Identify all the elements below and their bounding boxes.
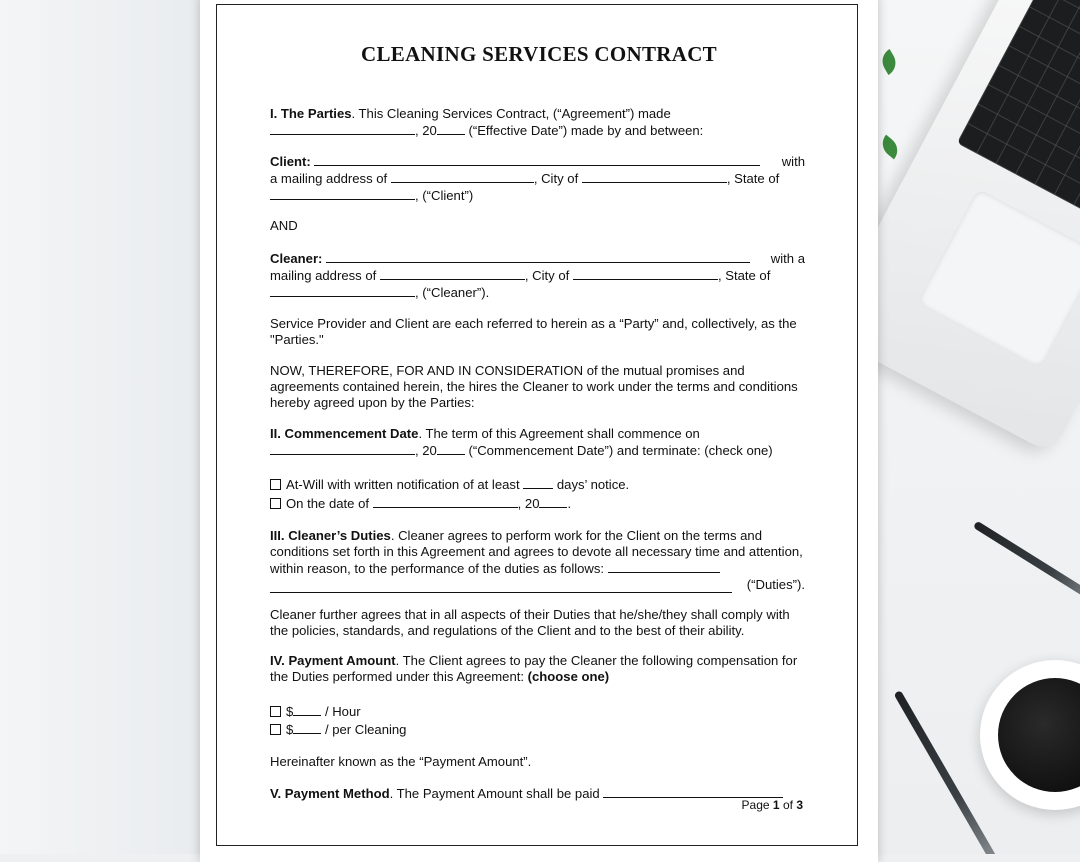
coffee-cup-image [980, 660, 1080, 810]
cleaner-name-blank [326, 250, 750, 263]
commencement-date-blank [270, 442, 415, 455]
section-heading: II. Commencement Date [270, 426, 419, 441]
per-cleaning-checkbox[interactable] [270, 724, 281, 735]
payment-amount-definition: Hereinafter known as the “Payment Amount”. [270, 754, 532, 769]
section-heading: III. Cleaner’s Duties [270, 528, 391, 543]
year-blank [437, 122, 465, 135]
leaf-icon [877, 49, 900, 75]
cleaner-city-blank [573, 267, 718, 280]
duties-line-end: (“Duties”). [270, 577, 805, 593]
cleaner-address-blank [380, 267, 525, 280]
end-date-checkbox[interactable] [270, 498, 281, 509]
client-state-blank [270, 187, 415, 200]
duties-paragraph: III. Cleaner’s Duties. Cleaner agrees to perform work for the Client on the terms and conditions set forth in this Agreement and agrees to devote all necessary time and attention, within reason, to the performance of the duties as follows: [270, 528, 803, 576]
page-number: Page 1 of 3 [741, 798, 803, 812]
document-page [200, 0, 878, 862]
client-address-blank [391, 170, 534, 183]
per-hour-checkbox[interactable] [270, 706, 281, 717]
option-end-date: On the date of , 20 . [270, 495, 805, 512]
duties-blank-1 [608, 560, 720, 573]
leaf-icon [877, 135, 903, 160]
date-blank [270, 122, 415, 135]
option-per-hour: $ / Hour [270, 703, 805, 720]
cleaner-line-2: mailing address of , City of , State of [270, 268, 771, 283]
payment-method-line: V. Payment Method. The Payment Amount shall be paid [270, 785, 805, 802]
laptop-image [875, 0, 1080, 454]
client-line-3: , (“Client”) [270, 187, 805, 204]
duties-blank-2 [270, 580, 732, 593]
commencement-line-1: II. Commencement Date. The term of this Agreement shall commence on [270, 426, 700, 441]
end-year-blank [539, 495, 567, 508]
cleaning-rate-blank [293, 721, 321, 734]
pen-icon [973, 521, 1080, 607]
end-date-blank [373, 495, 518, 508]
hourly-rate-blank [293, 703, 321, 716]
section-heading: I. The Parties [270, 106, 352, 121]
and-text: AND [270, 218, 298, 233]
comply-paragraph: Cleaner further agrees that in all aspects of their Duties that he/she/they shall comply with the policies, standards, and regulations of the Client and to the best of their ability. [270, 607, 790, 638]
payment-amount-paragraph: IV. Payment Amount. The Client agrees to pay the Cleaner the following compensation for the Duties performed under this Agreement: (choose one) [270, 653, 798, 684]
document-body [270, 106, 805, 802]
document-title: CLEANING SERVICES CONTRACT [361, 42, 717, 66]
notice-days-blank [523, 476, 553, 489]
at-will-checkbox[interactable] [270, 479, 281, 490]
consideration-paragraph: NOW, THEREFORE, FOR AND IN CONSIDERATION of the mutual promises and agreements contained herein, the hires the Cleaner to work under the terms and conditions hereby agreed upon by the Parties: [270, 363, 798, 410]
cleaner-state-blank [270, 284, 415, 297]
section-heading: V. Payment Method [270, 786, 390, 801]
trackpad-image [917, 188, 1080, 369]
section-heading: IV. Payment Amount [270, 653, 396, 668]
commencement-line-2: , 20 (“Commencement Date”) and terminate: (check one) [270, 442, 805, 459]
desk-background-left [0, 0, 205, 854]
client-line-2: a mailing address of , City of , State of [270, 171, 780, 186]
option-at-will: At-Will with written notification of at least days’ notice. [270, 476, 805, 493]
coffee-icon [998, 678, 1080, 792]
cleaner-line-3: , (“Cleaner”). [270, 284, 805, 301]
desk-background-right [875, 0, 1080, 854]
commencement-year-blank [437, 442, 465, 455]
client-name-blank [314, 153, 760, 166]
client-line-1: Client: with [270, 154, 805, 169]
parties-line-1: I. The Parties. This Cleaning Services Contract, (“Agreement”) made [270, 106, 671, 121]
cleaner-line-1: Cleaner: with a [270, 251, 805, 266]
parties-definition: Service Provider and Client are each referred to herein as a “Party” and, collectively, as the "Parties." [270, 316, 797, 347]
payment-method-blank [603, 785, 783, 798]
option-per-cleaning: $ / per Cleaning [270, 721, 805, 738]
parties-line-2: , 20 (“Effective Date”) made by and between: [270, 122, 805, 139]
client-city-blank [582, 170, 727, 183]
